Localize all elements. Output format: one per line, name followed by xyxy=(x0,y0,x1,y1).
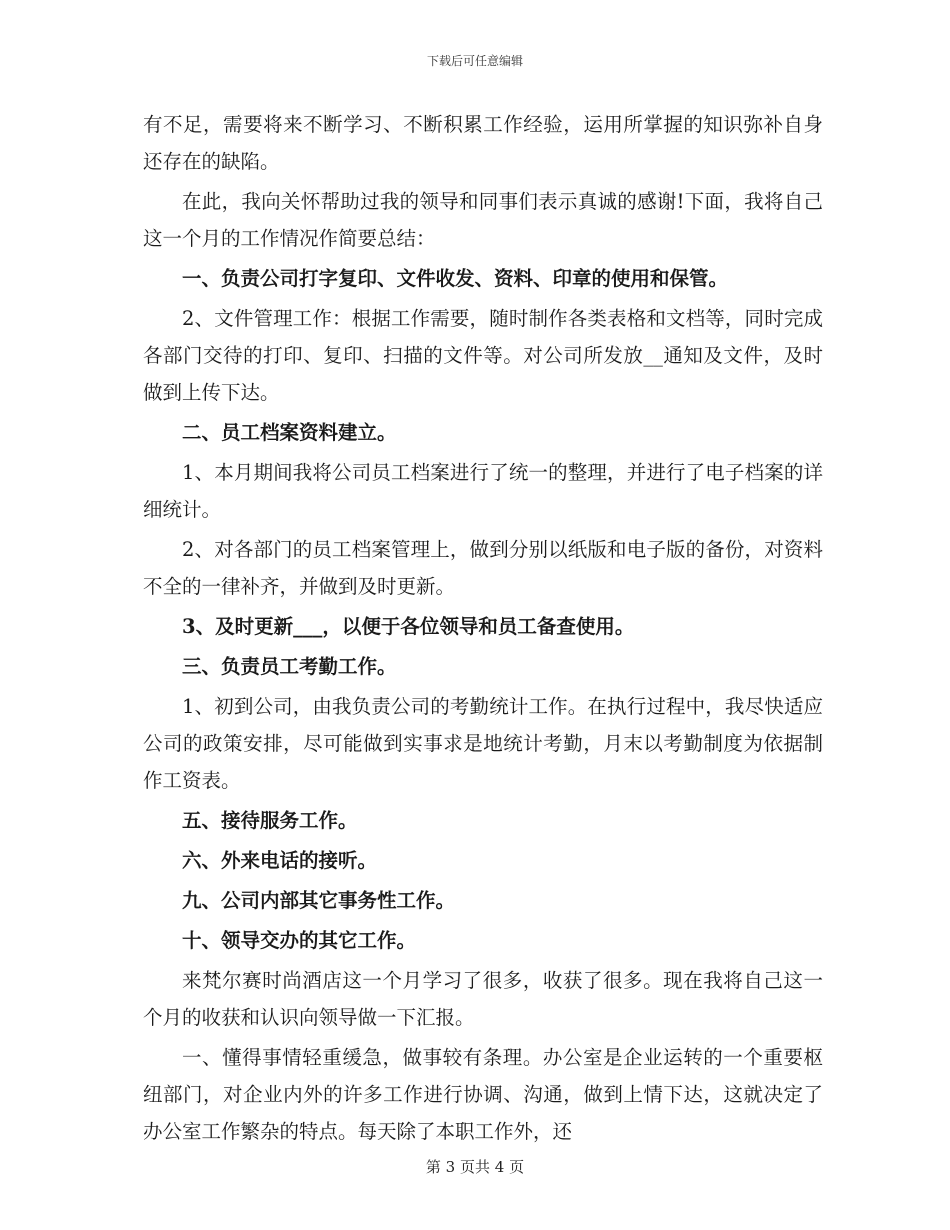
section-heading: 3、及时更新___，以便于各位领导和员工备查使用。 xyxy=(182,615,635,638)
document-body xyxy=(143,106,823,1150)
section-heading: 九、公司内部其它事务性工作。 xyxy=(182,889,456,912)
section-heading: 六、外来电话的接听。 xyxy=(182,849,378,872)
paragraph: 1、本月期间我将公司员工档案进行了统一的整理，并进行了电子档案的详细统计。 xyxy=(143,461,823,521)
paragraph: 有不足，需要将来不断学习、不断积累工作经验，运用所掌握的知识弥补自身还存在的缺陷。 xyxy=(143,113,823,173)
paragraph: 2、对各部门的员工档案管理上，做到分别以纸版和电子版的备份，对资料不全的一律补齐，并做到及时更新。 xyxy=(143,538,823,598)
section-heading: 二、员工档案资料建立。 xyxy=(182,421,397,444)
section-heading: 十、领导交办的其它工作。 xyxy=(182,929,417,952)
section-heading: 五、接待服务工作。 xyxy=(182,809,358,832)
paragraph: 一、懂得事情轻重缓急，做事较有条理。办公室是企业运转的一个重要枢纽部门，对企业内外的许多工作进行协调、沟通，做到上情下达，这就决定了办公室工作繁杂的特点。每天除了本职工作外，还 xyxy=(143,1046,823,1143)
page-footer: 第 3 页共 4 页 xyxy=(425,1158,525,1176)
paragraph: 1、初到公司，由我负责公司的考勤统计工作。在执行过程中，我尽快适应公司的政策安排，尽可能做到实事求是地统计考勤，月末以考勤制度为依据制作工资表。 xyxy=(143,695,823,792)
paragraph: 来梵尔赛时尚酒店这一个月学习了很多，收获了很多。现在我将自己这一个月的收获和认识向领导做一下汇报。 xyxy=(143,969,823,1029)
page-header: 下载后可任意编辑 xyxy=(426,54,523,68)
section-heading: 三、负责员工考勤工作。 xyxy=(182,655,397,678)
section-heading: 一、负责公司打字复印、文件收发、资料、印章的使用和保管。 xyxy=(182,267,729,290)
paragraph: 在此，我向关怀帮助过我的领导和同事们表示真诚的感谢!下面，我将自己这一个月的工作情况作简要总结： xyxy=(143,190,823,250)
paragraph: 2、文件管理工作：根据工作需要，随时制作各类表格和文档等，同时完成各部门交待的打印、复印、扫描的文件等。对公司所发放__通知及文件，及时做到上传下达。 xyxy=(143,307,823,404)
